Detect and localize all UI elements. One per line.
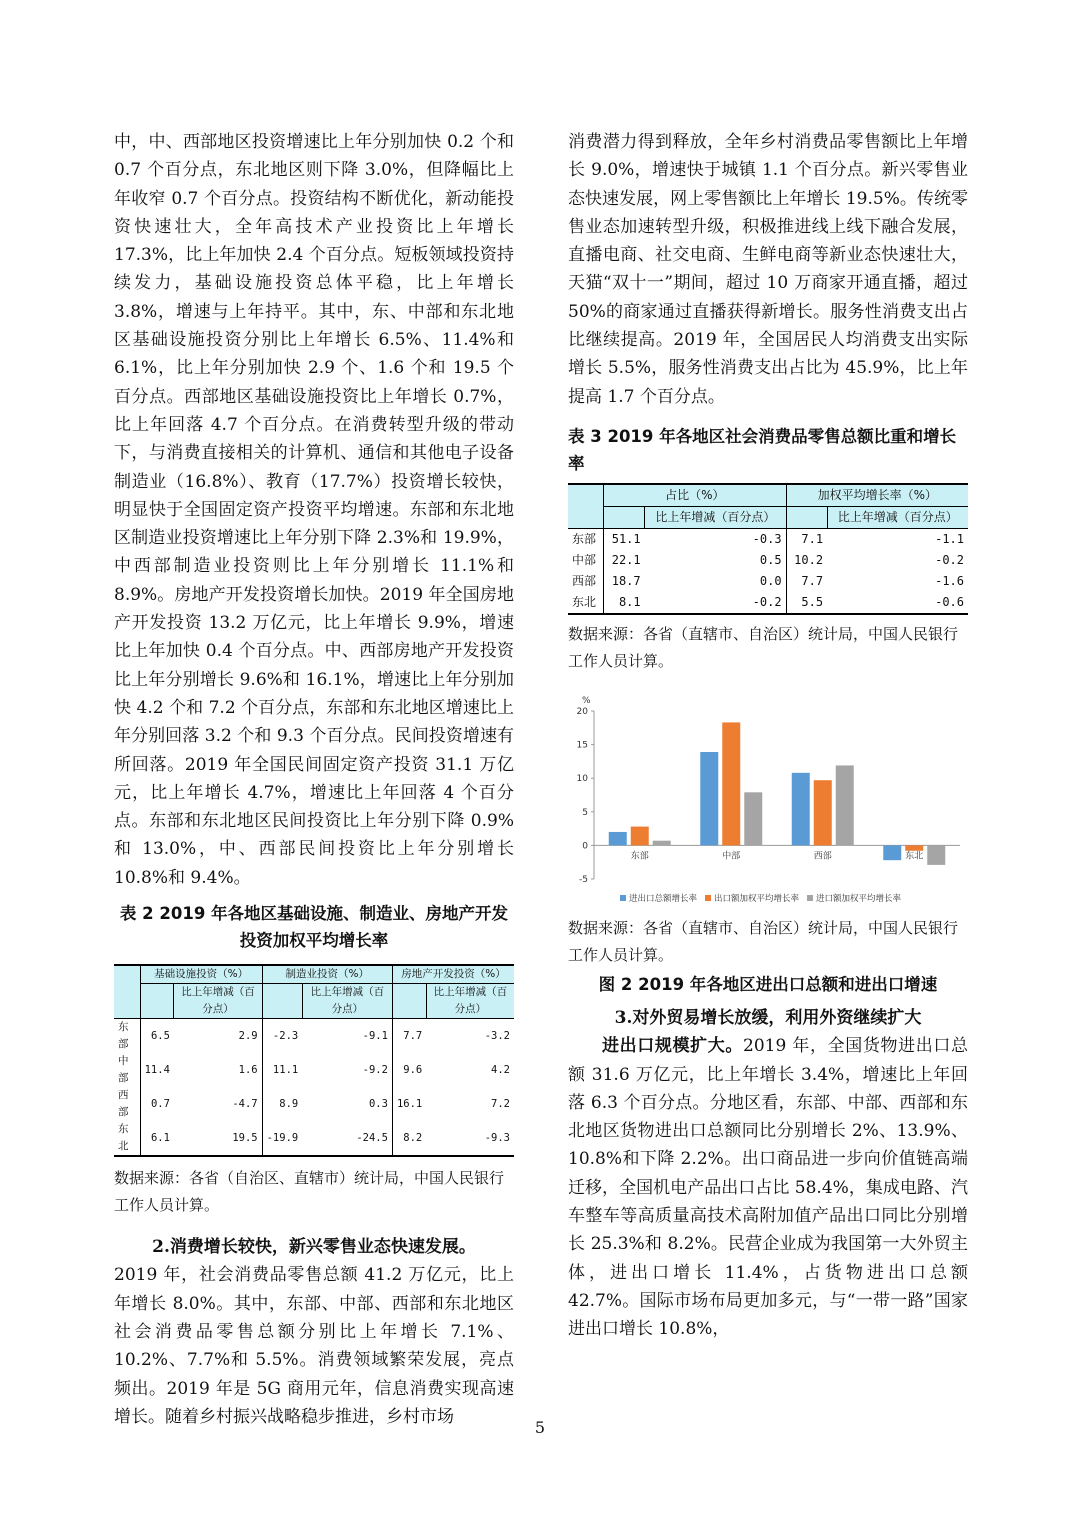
y-tick-label: -5	[579, 874, 588, 885]
table-cell: 0.7	[140, 1087, 174, 1121]
table3	[568, 483, 968, 615]
table2-corner	[114, 965, 140, 1019]
bar-进口额加权平均增长率-中部	[744, 792, 762, 845]
table-row	[114, 1053, 514, 1087]
table3-subheader: 比上年增减（百分点）	[645, 506, 786, 528]
bar-进出口总额增长率-东北	[883, 845, 901, 860]
table-cell: -9.1	[302, 1019, 392, 1054]
table3-subheader-blank	[604, 506, 645, 528]
table2-group-header: 制造业投资（%）	[262, 965, 392, 984]
table-cell: -9.3	[426, 1121, 514, 1156]
table-cell: 8.9	[262, 1087, 302, 1121]
legend-label: 进出口总额增长率	[629, 893, 698, 904]
table3-source: 数据来源：各省（直辖市、自治区）统计局，中国人民银行工作人员计算。	[568, 624, 959, 670]
table-cell: 0.0	[759, 573, 782, 588]
table-cell: -1.6	[935, 573, 964, 588]
bar-进口额加权平均增长率-东部	[653, 841, 671, 846]
table-cell: 6.5	[140, 1019, 174, 1054]
y-tick-label: 10	[576, 774, 588, 785]
table2-subheader-blank	[262, 984, 302, 1019]
x-category-label: 中部	[722, 851, 741, 862]
table-cell: -0.3	[645, 528, 786, 550]
table3-group-header: 加权平均增长率（%）	[786, 484, 968, 507]
table-cell: 51.1	[604, 528, 645, 550]
bar-进出口总额增长率-中部	[700, 752, 718, 845]
bar-出口额加权平均增长率-东北	[905, 845, 923, 850]
table-row	[114, 1019, 514, 1054]
table3-subheader-blank	[786, 506, 827, 528]
table-cell: 4.2	[491, 1063, 510, 1076]
table2-caption: 表 2 2019 年各地区基础设施、制造业、房地产开发投资加权平均增长率	[119, 904, 509, 951]
table3-caption: 表 3 2019 年各地区社会消费品零售总额比重和增长率	[568, 426, 957, 473]
row-label: 东北	[114, 1121, 140, 1156]
table-cell: 1.6	[238, 1063, 258, 1076]
table-row	[114, 1087, 514, 1121]
table-cell: 0.5	[759, 552, 782, 567]
table3-subheader: 比上年增减（百分点）	[827, 506, 968, 528]
table2	[114, 964, 514, 1157]
section3-text: 2019 年，全国货物进出口总额 31.6 万亿元，比上年增长 3.4%，增速比上年回落 6.3 个百分点。分地区看，东部、中部、西部和东北地区货物进出口总额同比分别增长 2%、13.9%、10.8%和下降 2.2%。出口商品进一步向价值链高端迁移，全国机电产品出口占比 58.4%，集成电路、汽车整车等高质量高技术高附加值产品出口同比分别增长 25.3%和 8.2%。民营企业成为我国第一大外贸主体，进出口增长 11.4%，占货物进出口总额 42.7%。国际市场布局更加多元，与“一带一路”国家进出口增长 10.8%，	[568, 1036, 969, 1340]
y-tick-label: 0	[582, 841, 588, 852]
row-label: 中部	[572, 552, 597, 567]
figure2-bar-chart	[568, 689, 968, 909]
legend-swatch	[807, 895, 813, 901]
table-cell: 8.2	[392, 1121, 426, 1156]
table2-subheader-blank	[392, 984, 426, 1019]
section3-paragraph	[568, 1032, 968, 1343]
section2-heading: 2.消费增长较快，新兴零售业态快速发展。	[152, 1237, 476, 1258]
table-cell: 2.9	[174, 1019, 262, 1054]
table2-subheader-blank	[140, 984, 174, 1019]
x-category-label: 西部	[813, 851, 832, 862]
table-cell: 8.1	[604, 592, 645, 614]
row-label: 东部	[568, 528, 604, 550]
y-tick-label: 15	[576, 740, 588, 751]
legend-swatch	[705, 895, 711, 901]
bar-进出口总额增长率-西部	[792, 773, 810, 846]
table-cell: 11.1	[262, 1053, 302, 1087]
figure2-chart-container	[568, 689, 968, 913]
x-category-label: 东部	[630, 851, 649, 862]
y-tick-label: 5	[582, 807, 588, 818]
table2-subheader: 比上年增减（百分点）	[174, 984, 262, 1019]
right-body-paragraph: 消费潜力得到释放，全年乡村消费品零售额比上年增长 9.0%，增速快于城镇 1.1 个百分点。新兴零售业态快速发展，网上零售额比上年增长 19.5%。传统零售业态加速转型升级，积极推进线上线下融合发展，直播电商、社交电商、生鲜电商等新业态快速壮大，天猫“双十一”期间，超过 10 万商家开通直播，超过 50%的商家通过直播获得新增长。服务性消费支出占比继续提高。2019 年，全国居民人均消费支出实际增长 5.5%，服务性消费支出占比为 45.9%，比上年提高 1.7 个百分点。	[568, 132, 968, 407]
table2-subheader: 比上年增减（百分点）	[302, 984, 392, 1019]
table-row	[568, 571, 968, 592]
row-label: 西部	[572, 573, 597, 588]
left-column	[114, 128, 514, 1431]
page-number: 5	[534, 1418, 546, 1437]
table2-group-header: 基础设施投资（%）	[140, 965, 262, 984]
figure2-caption: 图 2 2019 年各地区进出口总额和进出口增速	[598, 974, 938, 994]
left-body-paragraph: 中，中、西部地区投资增速比上年分别加快 0.2 个和 0.7 个百分点，东北地区则下降 3.0%，但降幅比上年收窄 0.7 个百分点。投资结构不断优化，新动能投资快速壮大，全年高技术产业投资比上年增长 17.3%，比上年加快 2.4 个百分点。短板领域投资持续发力，基础设施投资总体平稳，比上年增长 3.8%，增速与上年持平。其中，东、中部和东北地区基础设施投资分别比上年增长 6.5%、11.4%和 6.1%，比上年分别加快 2.9 个、1.6 个和 19.5 个百分点。西部地区基础设施投资比上年增长 0.7%，比上年回落 4.7 个百分点。在消费转型升级的带动下，与消费直接相关的计算机、通信和其他电子设备制造业（16.8%）、教育（17.7%）投资增长较快，明显快于全国固定资产投资平均增速。东部和东北地区制造业投资增速比上年分别下降 2.3%和 19.9%，中西部制造业投资则比上年分别增长 11.1%和 8.9%。房地产开发投资增长加快。2019 年全国房地产开发投资 13.2 万亿元，比上年增长 9.9%，增速比上年加快 0.4 个百分点。中、西部房地产开发投资比上年分别增长 9.6%和 16.1%，增速比上年分别加快 4.2 个和 7.2 个百分点，东部和东北地区增速比上年分别回落 3.2 个和 9.3 个百分点。民间投资增速有所回落。2019 年全国民间固定资产投资 31.1 万亿元，比上年增长 4.7%，增速比上年回落 4 个百分点。东部和东北地区民间投资比上年分别下降 0.9%和 13.0%，中、西部民间投资比上年分别增长 10.8%和 9.4%。	[114, 132, 514, 888]
table-cell: -1.1	[827, 528, 968, 550]
y-tick-label: 20	[576, 706, 588, 717]
table-cell: 7.7	[786, 571, 827, 592]
table-cell: -2.3	[262, 1019, 302, 1054]
table-cell: -0.2	[645, 592, 786, 614]
row-label: 东部	[114, 1019, 140, 1054]
table-cell: 7.2	[491, 1097, 510, 1110]
table-cell: 5.5	[786, 592, 827, 614]
table-cell: 10.2	[786, 550, 827, 571]
table-cell: 16.1	[392, 1087, 426, 1121]
bar-出口额加权平均增长率-西部	[814, 780, 832, 845]
table-row	[568, 528, 968, 550]
table2-source: 数据来源：各省（自治区、直辖市）统计局，中国人民银行工作人员计算。	[114, 1169, 505, 1215]
bar-出口额加权平均增长率-东部	[631, 827, 649, 846]
table-cell: -9.2	[362, 1063, 388, 1076]
table2-group-header: 房地产开发投资（%）	[392, 965, 514, 984]
row-label: 西部	[118, 1089, 129, 1119]
legend-label: 出口额加权平均增长率	[714, 893, 800, 904]
bar-进口额加权平均增长率-西部	[836, 765, 854, 845]
table-cell: 9.6	[392, 1053, 426, 1087]
table-cell: 7.1	[786, 528, 827, 550]
figure2-source: 数据来源：各省（直辖市、自治区）统计局，中国人民银行工作人员计算。	[568, 918, 959, 964]
table-cell: -19.9	[262, 1121, 302, 1156]
table3-corner	[568, 484, 604, 529]
section2-paragraph: 2019 年，社会消费品零售总额 41.2 万亿元，比上年增长 8.0%。其中，东部、中部、西部和东北地区社会消费品零售总额分别比上年增长 7.1%、10.2%、7.7%和 5.5%。消费领域繁荣发展，亮点频出。2019 年是 5G 商用元年，信息消费实现高速增长。随着乡村振兴战略稳步推进，乡村市场	[114, 1265, 514, 1427]
table2-subheader: 比上年增减（百分点）	[426, 984, 514, 1019]
section3-subheading: 进出口规模扩大。	[602, 1036, 744, 1057]
table-row	[568, 592, 968, 614]
table-cell: 18.7	[604, 571, 645, 592]
bar-进口额加权平均增长率-东北	[927, 845, 945, 864]
table-cell: -3.2	[426, 1019, 514, 1054]
bar-进出口总额增长率-东部	[609, 832, 627, 845]
table-cell: 11.4	[140, 1053, 174, 1087]
x-category-label: 东北	[905, 851, 924, 862]
section3-heading: 3.对外贸易增长放缓，利用外资继续扩大	[614, 1007, 922, 1028]
bar-出口额加权平均增长率-中部	[722, 722, 740, 845]
table-cell: -0.6	[827, 592, 968, 614]
table3-group-header: 占比（%）	[604, 484, 786, 507]
row-label: 东北	[568, 592, 604, 614]
table-cell: 7.7	[392, 1019, 426, 1054]
table-cell: -4.7	[232, 1097, 258, 1110]
legend-swatch	[620, 895, 626, 901]
table-cell: 0.3	[368, 1097, 388, 1110]
table-cell: -24.5	[302, 1121, 392, 1156]
table-cell: 6.1	[140, 1121, 174, 1156]
row-label: 中部	[118, 1055, 129, 1085]
table-cell: -0.2	[935, 552, 964, 567]
table-row	[568, 550, 968, 571]
table-cell: 22.1	[604, 550, 645, 571]
right-column	[568, 128, 968, 1344]
legend-label: 进口额加权平均增长率	[816, 893, 902, 904]
y-axis-unit-label: %	[582, 695, 591, 706]
table-cell: 19.5	[174, 1121, 262, 1156]
table-row	[114, 1121, 514, 1156]
